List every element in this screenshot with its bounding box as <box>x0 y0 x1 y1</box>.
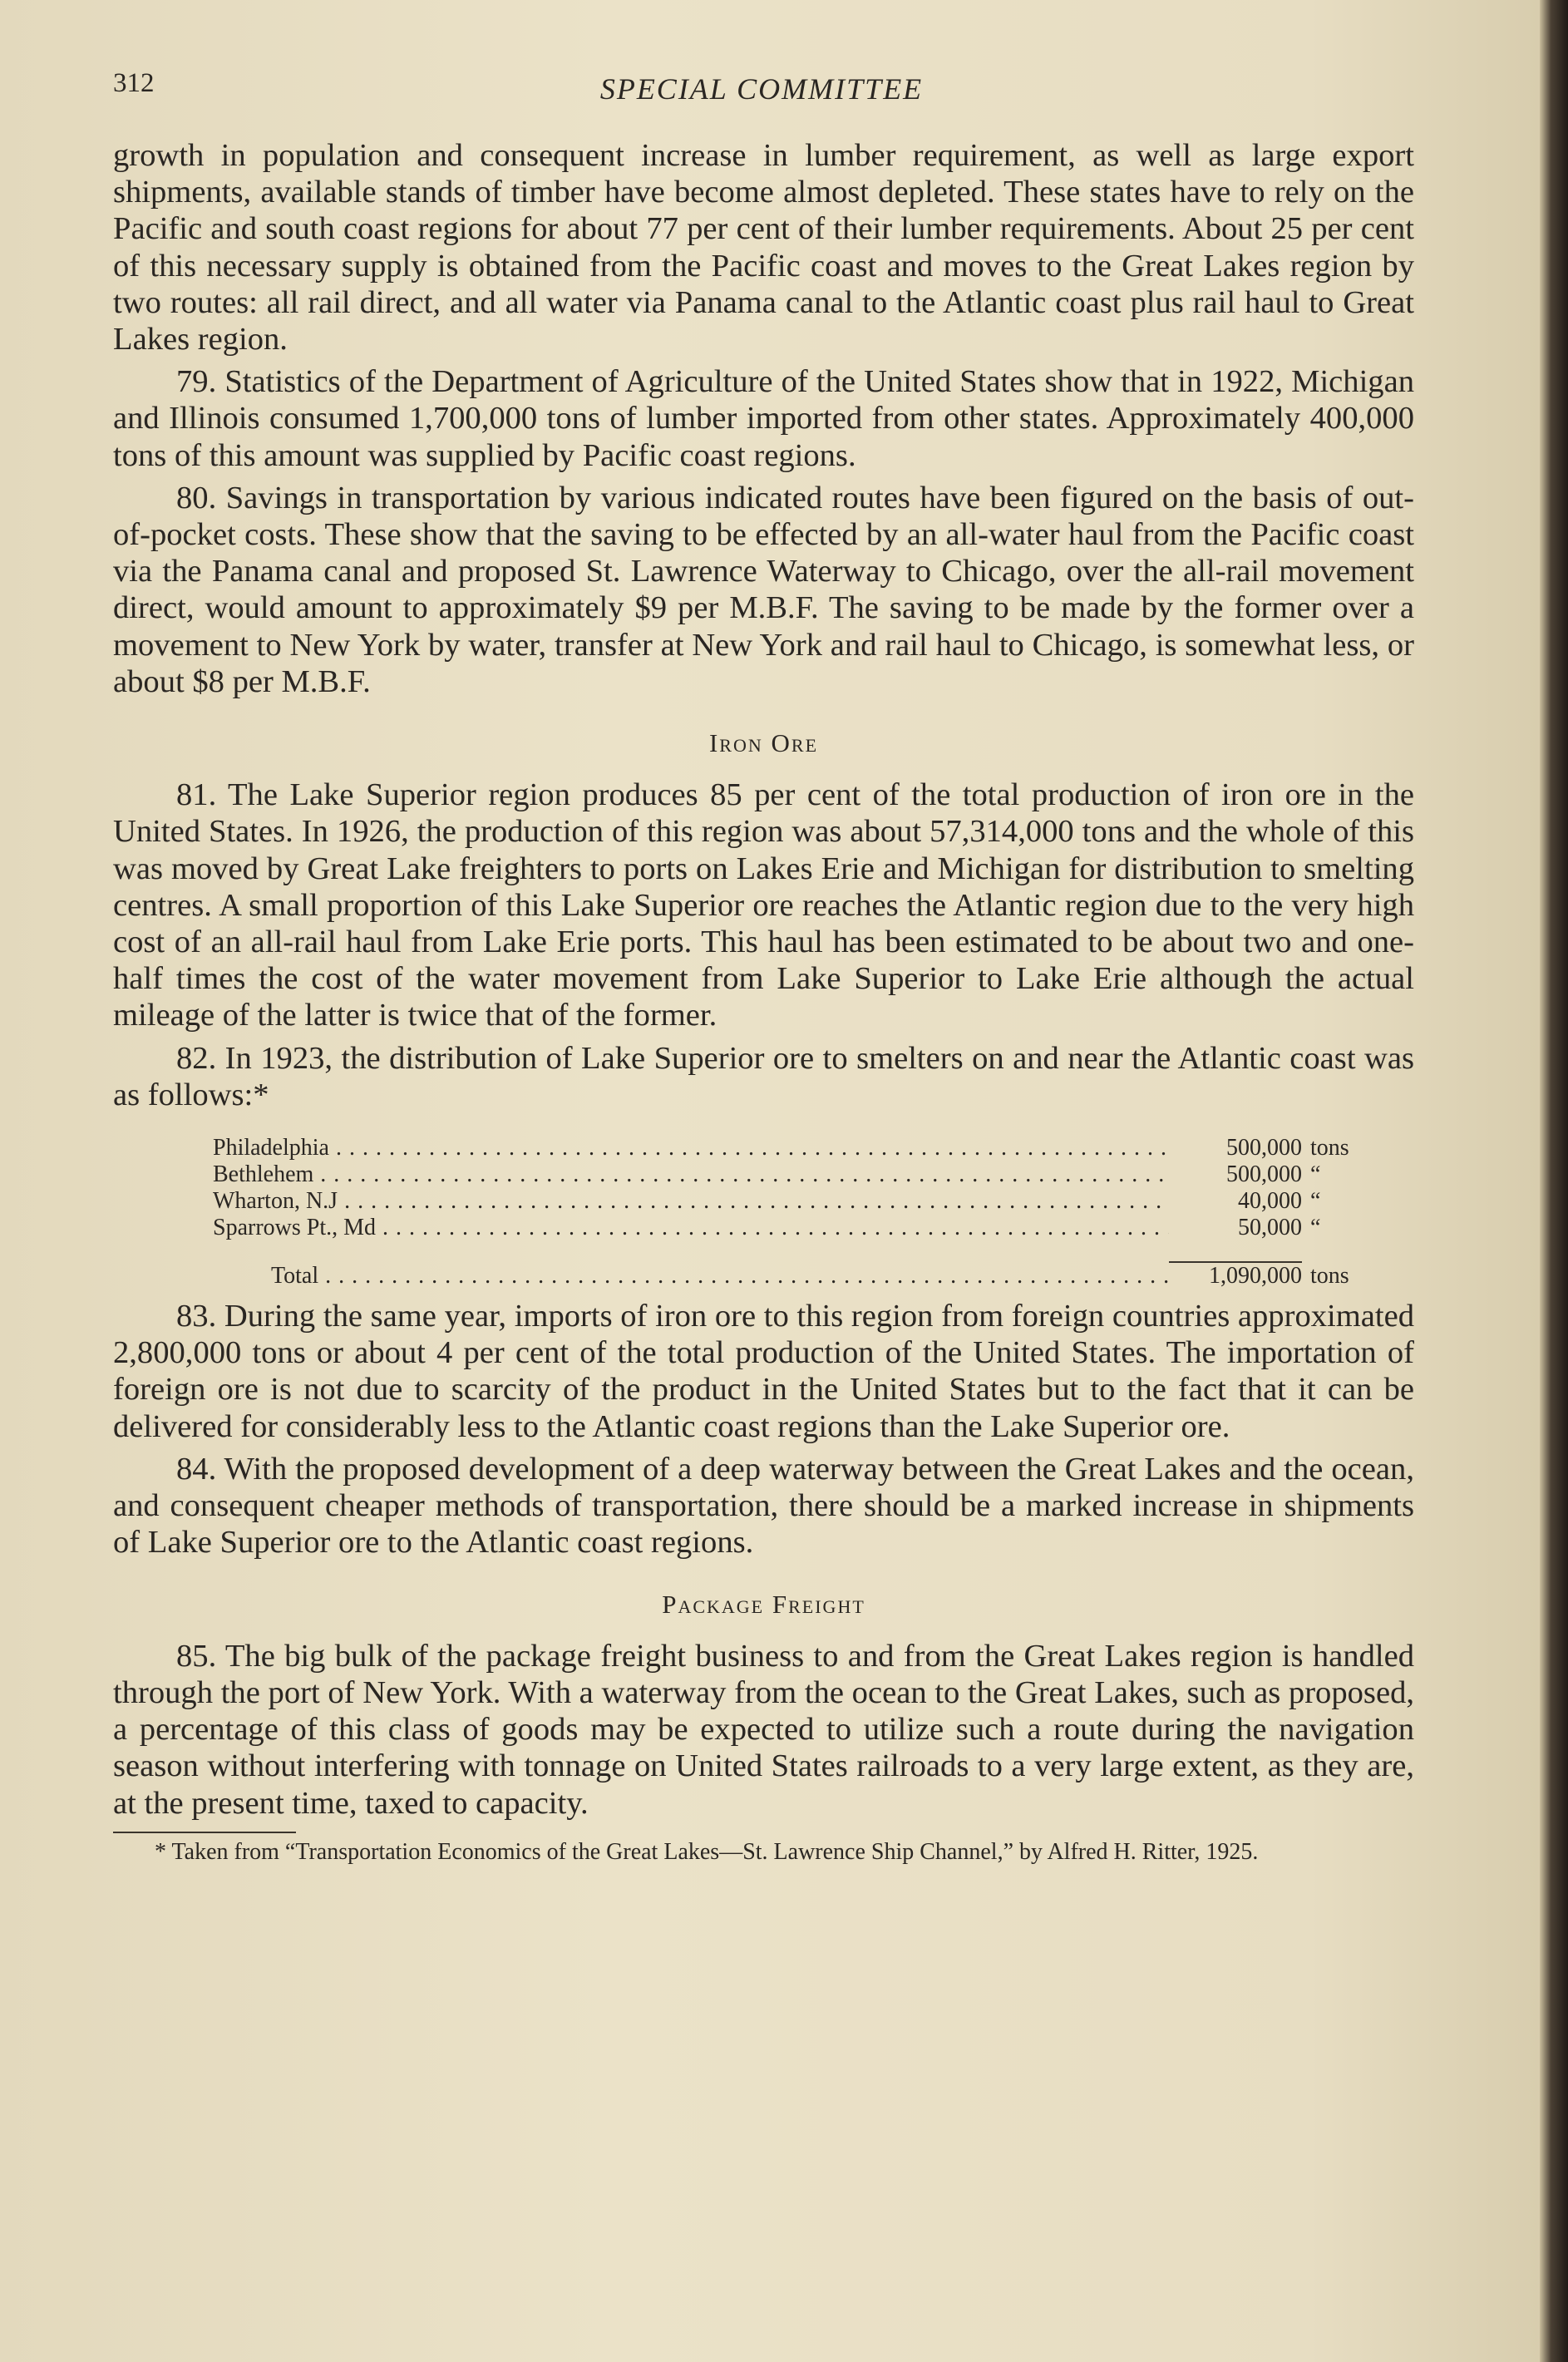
table-row <box>213 1188 1377 1215</box>
total-unit: tons <box>1310 1263 1349 1289</box>
row-unit: “ <box>1310 1215 1321 1241</box>
row-place: Bethlehem . . . <box>213 1161 1169 1188</box>
row-place: Sparrows Pt., Md . . . <box>213 1215 1169 1241</box>
book-spine <box>1540 0 1568 2362</box>
row-place: Wharton, N.J . . . <box>213 1188 1169 1215</box>
table-row <box>213 1215 1377 1241</box>
paragraph-continued: growth in population and consequent increase in lumber requirement, as well as large export shipments, available stands of timber have become almost depleted. These states have to rely on the Pacific and south coast regions for about 77 per cent of their lumber requirements. About 25 per cent of this necessary supply is obtained from the Pacific coast and moves to the Great Lakes region by two routes: all rail direct, and all water via Panama canal to the Atlantic coast plus rail haul to Great Lakes region. <box>113 138 1414 358</box>
paragraph-85: 85. The big bulk of the package freight business to and from the Great Lakes region is handled through the port of New York. With a waterway from the ocean to the Great Lakes, such as proposed, a percentage of this class of goods may be expected to utilize such a route during the navigation season without interfering with tonnage on United States railroads to a very large extent, as they are, at the present time, taxed to capacity. <box>113 1638 1414 1821</box>
running-title: SPECIAL COMMITTEE <box>599 72 924 106</box>
footnote: * Taken from “Transportation Economics of the Great Lakes—St. Lawrence Ship Channel,” by Alfred H. Ritter, 1925. <box>155 1838 1259 1865</box>
row-unit: tons <box>1310 1135 1349 1161</box>
row-quantity: 40,000 <box>1238 1188 1302 1215</box>
paragraph-84: 84. With the proposed development of a deep waterway between the Great Lakes and the ocean, and consequent cheaper methods of transportation, there should be a marked increase in shipments of Lake Superior ore to the Atlantic coast regions. <box>113 1451 1414 1561</box>
table-row <box>213 1161 1377 1188</box>
row-place: Philadelphia . . . <box>213 1135 1169 1161</box>
paragraph-82: 82. In 1923, the distribution of Lake Superior ore to smelters on and near the Atlantic coast was as follows:* <box>113 1040 1414 1112</box>
total-quantity: 1,090,000 <box>1169 1261 1302 1289</box>
page-header <box>113 68 1410 118</box>
table-total-row <box>213 1261 1377 1289</box>
row-quantity: 50,000 <box>1238 1215 1302 1241</box>
paragraph-80: 80. Savings in transportation by various indicated routes have been figured on the basis of out-of-pocket costs. These show that the saving to be effected by an all-water haul from the Pacific coast via the Panama canal and proposed St. Lawrence Waterway to Chicago, over the all-rail movement direct, would amount to approximately $9 per M.B.F. The saving to be made by the former over a movement to New York by water, transfer at New York and rail haul to Chicago, is somewhat less, or about $8 per M.B.F. <box>113 480 1414 699</box>
row-unit: “ <box>1310 1188 1321 1215</box>
page-number: 312 <box>113 68 155 98</box>
paragraph-83: 83. During the same year, imports of iron ore to this region from foreign countries approximated 2,800,000 tons or about 4 per cent of the total production of the United States. The importation of foreign ore is not due to scarcity of the product in the United States but to the fact that it can be delivered for considerably less to the Atlantic coast regions than the Lake Superior ore. <box>113 1299 1414 1444</box>
section-heading-iron-ore: Iron Ore <box>708 728 819 758</box>
paragraph-81: 81. The Lake Superior region produces 85 per cent of the total production of iron ore in the United States. In 1926, the production of this region was about 57,314,000 tons and the whole of this was moved by Great Lake freighters to ports on Lakes Erie and Michigan for distribution to smelting centres. A small proportion of this Lake Superior ore reaches the Atlantic region due to the very high cost of an all-rail haul from Lake Erie ports. This haul has been estimated to be about two and one-half times the cost of the water movement from Lake Superior to Lake Erie although the actual mileage of the latter is twice that of the former. <box>113 777 1414 1033</box>
row-unit: “ <box>1310 1161 1321 1188</box>
footnote-rule <box>113 1832 296 1833</box>
section-heading-package-freight: Package Freight <box>662 1589 865 1619</box>
page-body <box>113 137 1414 1865</box>
row-quantity: 500,000 <box>1226 1135 1302 1161</box>
table-row <box>213 1135 1377 1161</box>
paragraph-79: 79. Statistics of the Department of Agriculture of the United States show that in 1922, Michigan and Illinois consumed 1,700,000 tons of lumber imported from other states. Approximately 400,000 tons of this amount was supplied by Pacific coast regions. <box>113 364 1414 473</box>
total-label: Total . . . <box>213 1263 1169 1289</box>
ore-distribution-table <box>213 1135 1377 1289</box>
row-quantity: 500,000 <box>1226 1161 1302 1188</box>
